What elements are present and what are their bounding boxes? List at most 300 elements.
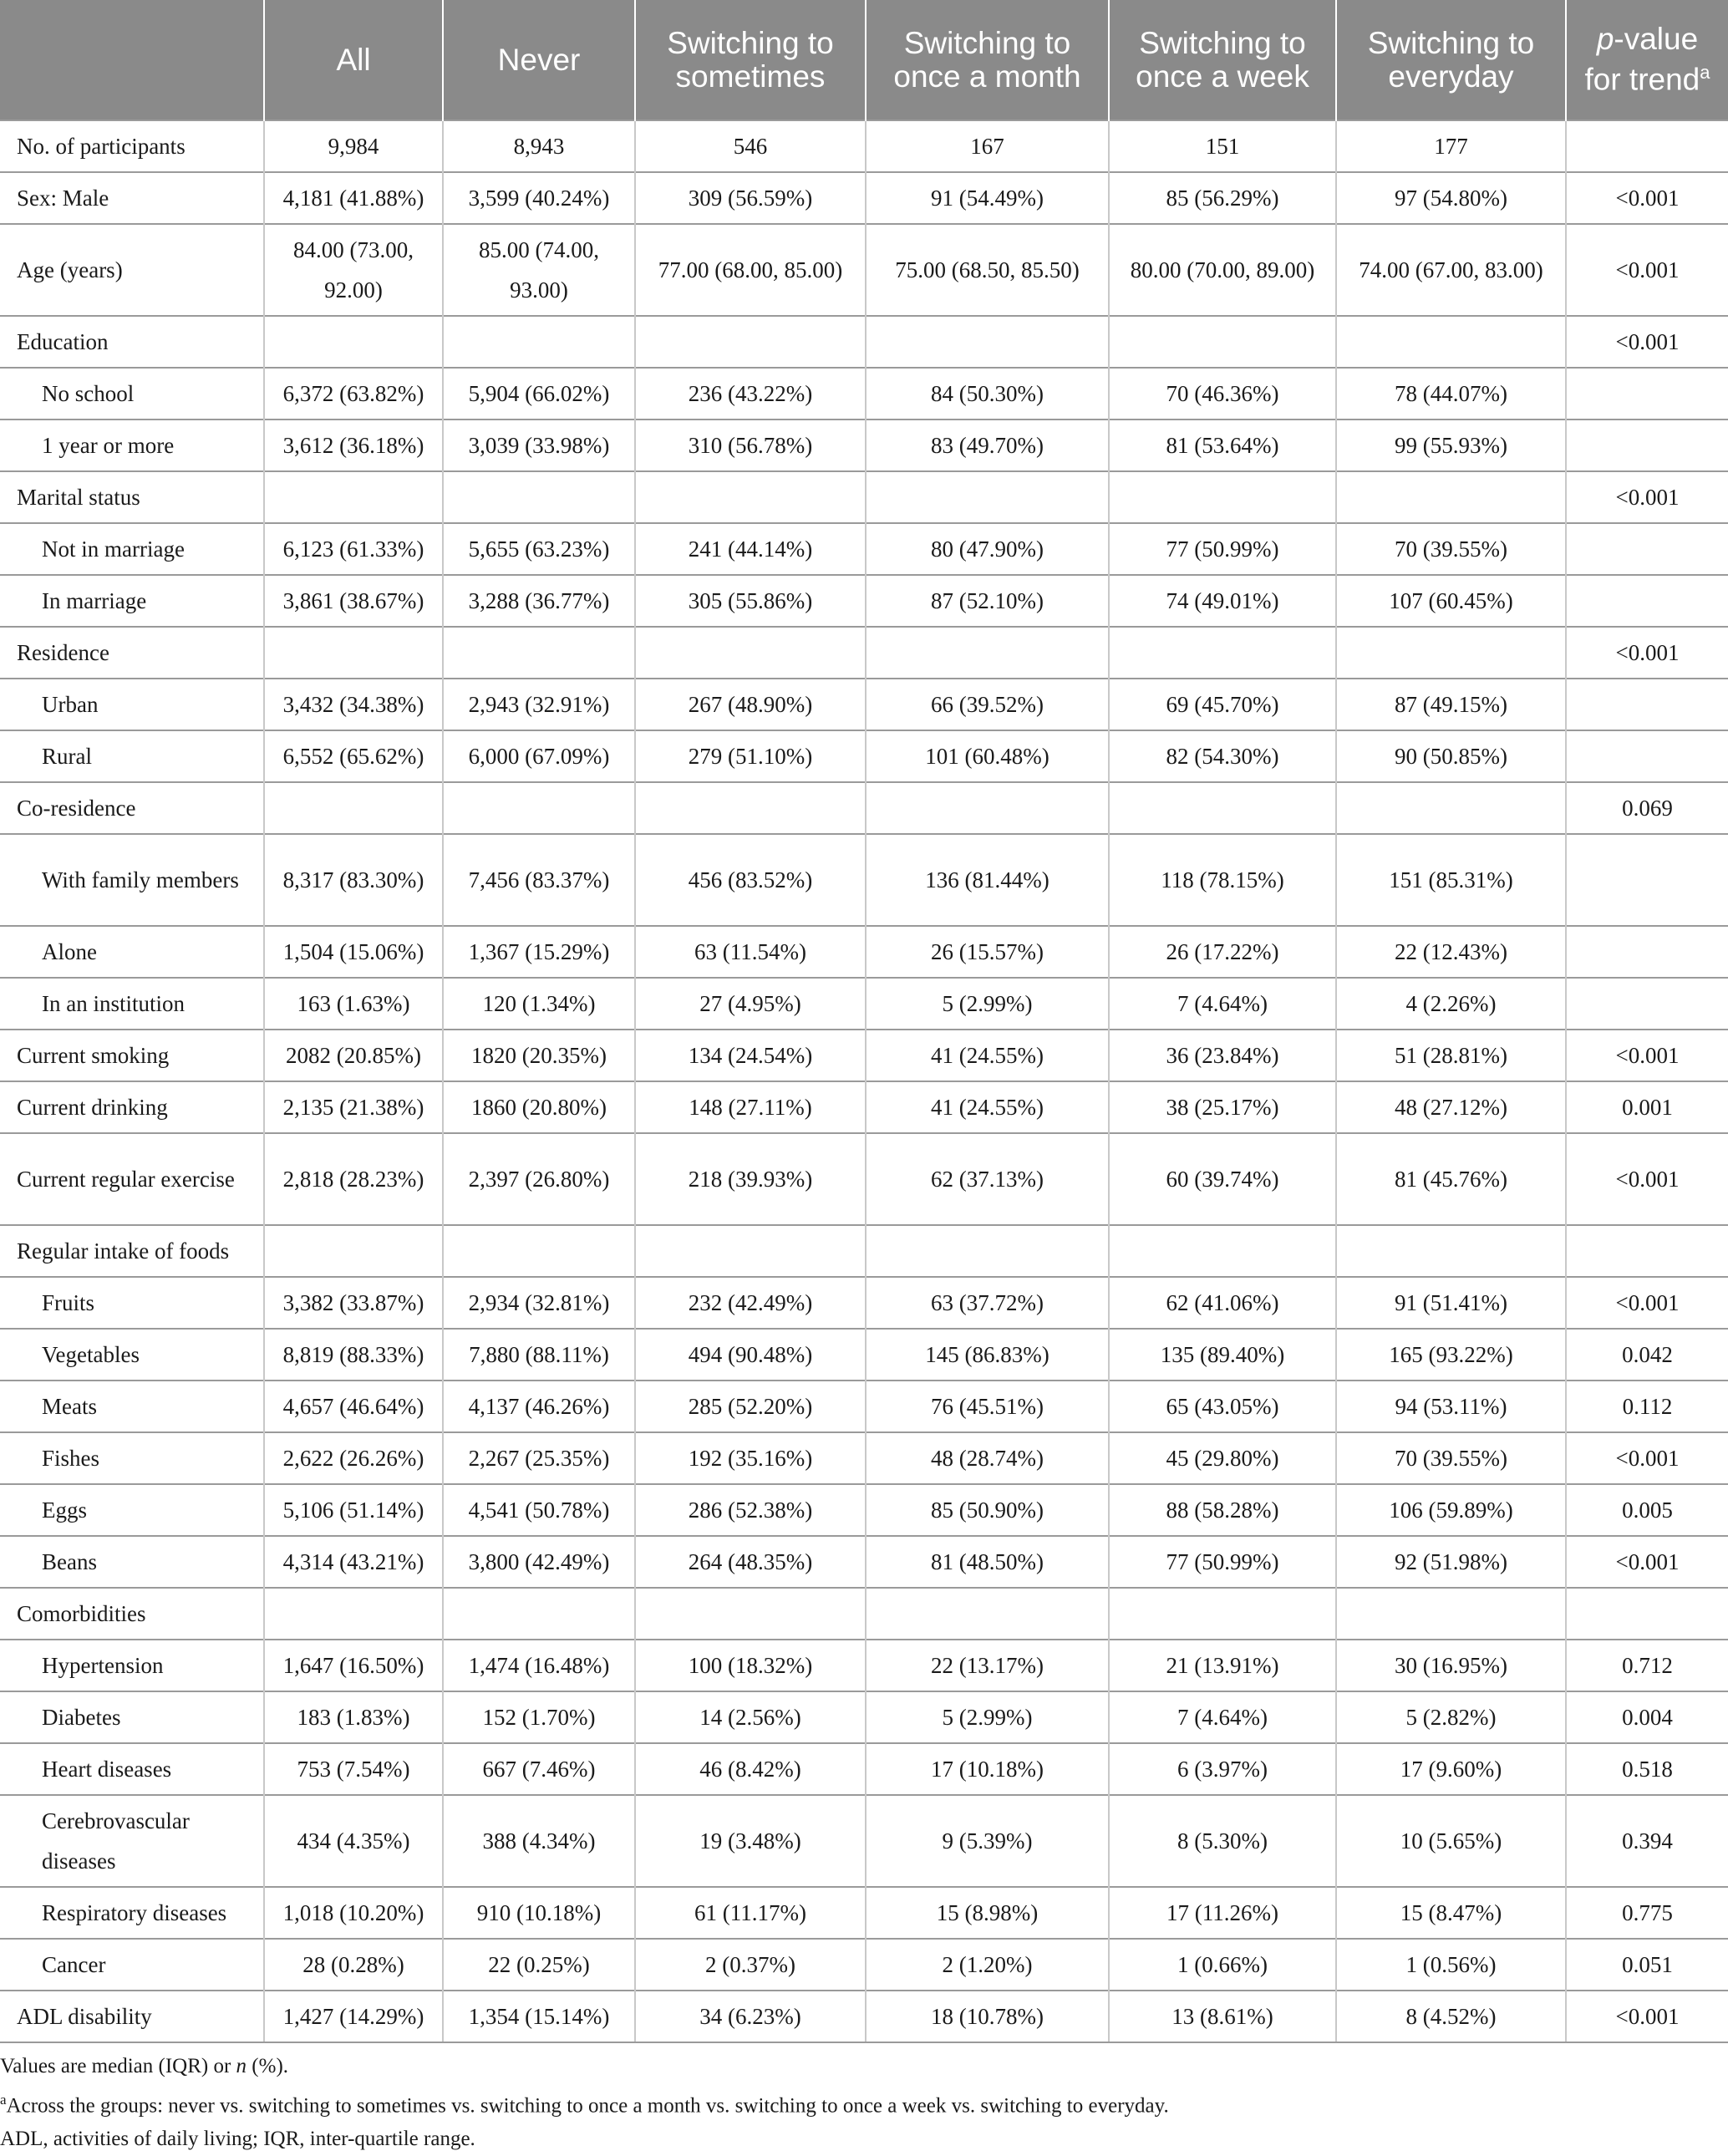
table-row [0, 1329, 1728, 1381]
table-row [0, 1484, 1728, 1536]
table-cell: 81 (48.50%) [866, 1536, 1109, 1588]
table-row [0, 1743, 1728, 1795]
table-cell: 310 (56.78%) [635, 420, 866, 471]
table-cell: 8,317 (83.30%) [264, 834, 443, 926]
table-cell: 4,541 (50.78%) [443, 1484, 635, 1536]
header-sometimes: Switching to sometimes [635, 0, 866, 120]
table-cell: 3,432 (34.38%) [264, 679, 443, 730]
table-cell [1109, 627, 1336, 679]
table-cell: 1,367 (15.29%) [443, 926, 635, 978]
table-cell: 4,314 (43.21%) [264, 1536, 443, 1588]
table-cell [866, 782, 1109, 834]
table-cell [866, 471, 1109, 523]
header-once-a-week: Switching to once a week [1109, 0, 1336, 120]
table-cell: 48 (27.12%) [1336, 1081, 1566, 1133]
table-cell [1336, 316, 1566, 368]
table-cell: 3,599 (40.24%) [443, 172, 635, 224]
table-cell: 101 (60.48%) [866, 730, 1109, 782]
p-value-cell: <0.001 [1566, 172, 1728, 224]
p-value-cell: 0.518 [1566, 1743, 1728, 1795]
table-cell: 76 (45.51%) [866, 1381, 1109, 1432]
table-cell [264, 627, 443, 679]
row-label: Current regular exercise [0, 1133, 264, 1225]
table-row [0, 1991, 1728, 2042]
table-cell: 28 (0.28%) [264, 1939, 443, 1991]
table-cell: 21 (13.91%) [1109, 1640, 1336, 1691]
table-cell: 77.00 (68.00, 85.00) [635, 224, 866, 316]
table-cell [1109, 471, 1336, 523]
row-label: With family members [0, 834, 264, 926]
row-label: Marital status [0, 471, 264, 523]
table-cell [1336, 782, 1566, 834]
table-cell: 99 (55.93%) [1336, 420, 1566, 471]
table-cell [1336, 627, 1566, 679]
table-cell: 7,456 (83.37%) [443, 834, 635, 926]
table-cell [264, 1225, 443, 1277]
table-row [0, 926, 1728, 978]
table-row [0, 1432, 1728, 1484]
table-cell: 267 (48.90%) [635, 679, 866, 730]
row-label: Cerebrovascular diseases [0, 1795, 264, 1887]
table-cell: 17 (11.26%) [1109, 1887, 1336, 1939]
table-cell: 91 (51.41%) [1336, 1277, 1566, 1329]
table-cell: 3,861 (38.67%) [264, 575, 443, 627]
table-cell: 19 (3.48%) [635, 1795, 866, 1887]
table-row [0, 1381, 1728, 1432]
row-label: Vegetables [0, 1329, 264, 1381]
table-cell [1109, 782, 1336, 834]
table-cell: 4,137 (46.26%) [443, 1381, 635, 1432]
footnote-a: $^a$Across the groups: never vs. switching to sometimes vs. switching to once a month vs. switching to once a week vs. switching to everyday. [0, 2092, 1169, 2118]
table-cell: 192 (35.16%) [635, 1432, 866, 1484]
table-cell: 94 (53.11%) [1336, 1381, 1566, 1432]
table-cell: 41 (24.55%) [866, 1030, 1109, 1081]
row-label: Current smoking [0, 1030, 264, 1081]
table-row [0, 368, 1728, 420]
table-cell: 2,397 (26.80%) [443, 1133, 635, 1225]
table-cell: 15 (8.47%) [1336, 1887, 1566, 1939]
table-cell: 151 [1109, 120, 1336, 172]
table-cell: 30 (16.95%) [1336, 1640, 1566, 1691]
table-cell [264, 782, 443, 834]
p-value-cell: <0.001 [1566, 316, 1728, 368]
table-row [0, 1640, 1728, 1691]
table-cell: 2,943 (32.91%) [443, 679, 635, 730]
p-value-cell: 0.069 [1566, 782, 1728, 834]
table-cell [443, 1225, 635, 1277]
table-cell: 100 (18.32%) [635, 1640, 866, 1691]
table-cell [1109, 316, 1336, 368]
table-cell [443, 471, 635, 523]
table-cell [635, 627, 866, 679]
row-label: 1 year or more [0, 420, 264, 471]
table-cell: 4,181 (41.88%) [264, 172, 443, 224]
table-row [0, 172, 1728, 224]
table-body [0, 120, 1728, 2042]
table-cell: 22 (13.17%) [866, 1640, 1109, 1691]
table-row [0, 1887, 1728, 1939]
p-value-cell: <0.001 [1566, 627, 1728, 679]
table-cell: 6,552 (65.62%) [264, 730, 443, 782]
p-value-cell: <0.001 [1566, 471, 1728, 523]
row-label: Eggs [0, 1484, 264, 1536]
table-row [0, 1536, 1728, 1588]
row-label: Age (years) [0, 224, 264, 316]
table-cell: 77 (50.99%) [1109, 1536, 1336, 1588]
table-row [0, 1081, 1728, 1133]
table-cell: 80.00 (70.00, 89.00) [1109, 224, 1336, 316]
row-label: Fruits [0, 1277, 264, 1329]
table-cell: 3,288 (36.77%) [443, 575, 635, 627]
p-value-cell [1566, 834, 1728, 926]
table-cell: 135 (89.40%) [1109, 1329, 1336, 1381]
table-cell: 69 (45.70%) [1109, 679, 1336, 730]
p-value-cell [1566, 575, 1728, 627]
table-cell: 84.00 (73.00, 92.00) [264, 224, 443, 316]
table-cell: 145 (86.83%) [866, 1329, 1109, 1381]
table-cell: 14 (2.56%) [635, 1691, 866, 1743]
row-label: Meats [0, 1381, 264, 1432]
table-cell: 41 (24.55%) [866, 1081, 1109, 1133]
row-label: No school [0, 368, 264, 420]
table-cell: 309 (56.59%) [635, 172, 866, 224]
table-cell: 48 (28.74%) [866, 1432, 1109, 1484]
table-row [0, 1030, 1728, 1081]
row-label: Cancer [0, 1939, 264, 1991]
table-cell: 388 (4.34%) [443, 1795, 635, 1887]
table-cell: 3,382 (33.87%) [264, 1277, 443, 1329]
table-cell: 22 (12.43%) [1336, 926, 1566, 978]
table-cell: 910 (10.18%) [443, 1887, 635, 1939]
table-cell: 8 (4.52%) [1336, 1991, 1566, 2042]
table-cell: 279 (51.10%) [635, 730, 866, 782]
row-label: Comorbidities [0, 1588, 264, 1640]
table-cell: 78 (44.07%) [1336, 368, 1566, 420]
table-cell: 232 (42.49%) [635, 1277, 866, 1329]
table-cell: 2,818 (28.23%) [264, 1133, 443, 1225]
table-cell: 97 (54.80%) [1336, 172, 1566, 224]
table-cell: 87 (49.15%) [1336, 679, 1566, 730]
table-cell: 60 (39.74%) [1109, 1133, 1336, 1225]
table-row [0, 420, 1728, 471]
table-cell: 91 (54.49%) [866, 172, 1109, 224]
table-cell: 3,039 (33.98%) [443, 420, 635, 471]
table-cell: 3,612 (36.18%) [264, 420, 443, 471]
table-cell: 85 (50.90%) [866, 1484, 1109, 1536]
table-cell: 5,106 (51.14%) [264, 1484, 443, 1536]
table-cell: 7 (4.64%) [1109, 978, 1336, 1030]
table-cell [443, 782, 635, 834]
table-cell: 118 (78.15%) [1109, 834, 1336, 926]
table-cell: 148 (27.11%) [635, 1081, 866, 1133]
table-cell: 74.00 (67.00, 83.00) [1336, 224, 1566, 316]
table-cell [866, 627, 1109, 679]
table-row [0, 471, 1728, 523]
table-cell: 61 (11.17%) [635, 1887, 866, 1939]
table-cell: 85.00 (74.00, 93.00) [443, 224, 635, 316]
table-cell: 88 (58.28%) [1109, 1484, 1336, 1536]
table-cell: 1,504 (15.06%) [264, 926, 443, 978]
table-cell: 6,000 (67.09%) [443, 730, 635, 782]
row-label: No. of participants [0, 120, 264, 172]
table-cell: 456 (83.52%) [635, 834, 866, 926]
table-row [0, 782, 1728, 834]
table-cell: 36 (23.84%) [1109, 1030, 1336, 1081]
table-cell: 6 (3.97%) [1109, 1743, 1336, 1795]
table-cell: 5,655 (63.23%) [443, 523, 635, 575]
table-cell: 1,427 (14.29%) [264, 1991, 443, 2042]
table-notes [0, 2043, 1728, 2156]
table-cell: 163 (1.63%) [264, 978, 443, 1030]
row-label: Education [0, 316, 264, 368]
table-cell: 2,934 (32.81%) [443, 1277, 635, 1329]
row-label: Not in marriage [0, 523, 264, 575]
table-cell: 92 (51.98%) [1336, 1536, 1566, 1588]
table-cell: 18 (10.78%) [866, 1991, 1109, 2042]
row-label: Hypertension [0, 1640, 264, 1691]
abbreviations-note: ADL, activities of daily living; IQR, inter-quartile range. [0, 2128, 475, 2151]
table-cell [264, 316, 443, 368]
p-value-cell: 0.051 [1566, 1939, 1728, 1991]
table-cell: 26 (17.22%) [1109, 926, 1336, 978]
table-row [0, 1277, 1728, 1329]
p-value-cell: <0.001 [1566, 1277, 1728, 1329]
p-value-cell: 0.042 [1566, 1329, 1728, 1381]
row-label: Current drinking [0, 1081, 264, 1133]
table-row [0, 1133, 1728, 1225]
table-cell: 136 (81.44%) [866, 834, 1109, 926]
table-cell: 2 (0.37%) [635, 1939, 866, 1991]
header-everyday: Switching to everyday [1336, 0, 1566, 120]
table-cell: 494 (90.48%) [635, 1329, 866, 1381]
table-cell: 17 (10.18%) [866, 1743, 1109, 1795]
table-cell: 107 (60.45%) [1336, 575, 1566, 627]
header-once-a-month: Switching to once a month [866, 0, 1109, 120]
table-cell: 87 (52.10%) [866, 575, 1109, 627]
table-row [0, 679, 1728, 730]
table-cell: 183 (1.83%) [264, 1691, 443, 1743]
table-cell [635, 316, 866, 368]
table-cell: 9,984 [264, 120, 443, 172]
table-cell: 134 (24.54%) [635, 1030, 866, 1081]
table-cell: 17 (9.60%) [1336, 1743, 1566, 1795]
table-row [0, 627, 1728, 679]
table-cell: 5 (2.99%) [866, 1691, 1109, 1743]
table-row [0, 834, 1728, 926]
table-cell: 1,018 (10.20%) [264, 1887, 443, 1939]
row-label: Co-residence [0, 782, 264, 834]
row-label: In an institution [0, 978, 264, 1030]
table-row [0, 1795, 1728, 1887]
table-cell: 236 (43.22%) [635, 368, 866, 420]
table-cell: 5,904 (66.02%) [443, 368, 635, 420]
table-cell: 84 (50.30%) [866, 368, 1109, 420]
table-cell [635, 1588, 866, 1640]
table-cell: 6,123 (61.33%) [264, 523, 443, 575]
p-value-cell: <0.001 [1566, 224, 1728, 316]
table-cell: 63 (11.54%) [635, 926, 866, 978]
table-cell: 264 (48.35%) [635, 1536, 866, 1588]
table-cell: 15 (8.98%) [866, 1887, 1109, 1939]
table-cell: 8 (5.30%) [1109, 1795, 1336, 1887]
p-value-cell: 0.005 [1566, 1484, 1728, 1536]
table-cell: 120 (1.34%) [443, 978, 635, 1030]
table-cell: 62 (37.13%) [866, 1133, 1109, 1225]
table-cell: 1,354 (15.14%) [443, 1991, 635, 2042]
p-value-cell [1566, 368, 1728, 420]
table-cell: 1860 (20.80%) [443, 1081, 635, 1133]
p-value-cell: 0.712 [1566, 1640, 1728, 1691]
table-cell: 81 (45.76%) [1336, 1133, 1566, 1225]
header-p-value [1566, 0, 1728, 120]
table-cell: 5 (2.82%) [1336, 1691, 1566, 1743]
table-cell: 22 (0.25%) [443, 1939, 635, 1991]
p-value-cell: <0.001 [1566, 1432, 1728, 1484]
header-row [0, 0, 1728, 120]
row-label: Diabetes [0, 1691, 264, 1743]
table-cell: 152 (1.70%) [443, 1691, 635, 1743]
table-cell: 62 (41.06%) [1109, 1277, 1336, 1329]
p-value-cell: <0.001 [1566, 1536, 1728, 1588]
table-cell: 26 (15.57%) [866, 926, 1109, 978]
table-cell [1109, 1225, 1336, 1277]
table-cell: 8,819 (88.33%) [264, 1329, 443, 1381]
p-value-cell [1566, 679, 1728, 730]
p-value-cell [1566, 523, 1728, 575]
table-cell: 6,372 (63.82%) [264, 368, 443, 420]
table-cell: 85 (56.29%) [1109, 172, 1336, 224]
table-cell: 82 (54.30%) [1109, 730, 1336, 782]
table-cell: 13 (8.61%) [1109, 1991, 1336, 2042]
p-value-cell [1566, 978, 1728, 1030]
p-value-cell: 0.775 [1566, 1887, 1728, 1939]
table-cell: 7,880 (88.11%) [443, 1329, 635, 1381]
table-cell: 1,647 (16.50%) [264, 1640, 443, 1691]
table-row [0, 316, 1728, 368]
row-label: Regular intake of foods [0, 1225, 264, 1277]
table-row [0, 1225, 1728, 1277]
table-cell [635, 782, 866, 834]
row-label: ADL disability [0, 1991, 264, 2042]
table-cell: 106 (59.89%) [1336, 1484, 1566, 1536]
row-label: Respiratory diseases [0, 1887, 264, 1939]
table-cell: 4 (2.26%) [1336, 978, 1566, 1030]
table-row [0, 523, 1728, 575]
row-label: Urban [0, 679, 264, 730]
table-cell: 10 (5.65%) [1336, 1795, 1566, 1887]
table-cell: 546 [635, 120, 866, 172]
table-cell: 2082 (20.85%) [264, 1030, 443, 1081]
row-label: Residence [0, 627, 264, 679]
table-cell: 5 (2.99%) [866, 978, 1109, 1030]
table-cell: 305 (55.86%) [635, 575, 866, 627]
table-cell: 167 [866, 120, 1109, 172]
table-cell: 241 (44.14%) [635, 523, 866, 575]
table-cell: 65 (43.05%) [1109, 1381, 1336, 1432]
table-cell: 3,800 (42.49%) [443, 1536, 635, 1588]
table-cell: 285 (52.20%) [635, 1381, 866, 1432]
table-row [0, 224, 1728, 316]
table-cell: 27 (4.95%) [635, 978, 866, 1030]
table-row [0, 1939, 1728, 1991]
table-cell [443, 627, 635, 679]
p-value-cell: <0.001 [1566, 1991, 1728, 2042]
table-row [0, 978, 1728, 1030]
table-cell: 81 (53.64%) [1109, 420, 1336, 471]
p-value-cell [1566, 120, 1728, 172]
table-cell: 46 (8.42%) [635, 1743, 866, 1795]
table-cell [866, 1225, 1109, 1277]
table-cell: 2,135 (21.38%) [264, 1081, 443, 1133]
p-value-cell: 0.001 [1566, 1081, 1728, 1133]
table-cell: 77 (50.99%) [1109, 523, 1336, 575]
p-value-rest: -value for trend [1584, 22, 1700, 97]
table-cell: 1,474 (16.48%) [443, 1640, 635, 1691]
table-cell: 90 (50.85%) [1336, 730, 1566, 782]
table-cell: 70 (39.55%) [1336, 523, 1566, 575]
row-label: Sex: Male [0, 172, 264, 224]
table-row [0, 1588, 1728, 1640]
row-label: Rural [0, 730, 264, 782]
table-cell: 4,657 (46.64%) [264, 1381, 443, 1432]
p-value-footnote-mark: a [1700, 62, 1710, 84]
row-label: Heart diseases [0, 1743, 264, 1795]
header-never: Never [443, 0, 635, 120]
table-cell [443, 1588, 635, 1640]
values-note: Values are median (IQR) or n (%). [0, 2055, 289, 2077]
table-cell [443, 316, 635, 368]
table-cell: 218 (39.93%) [635, 1133, 866, 1225]
table-cell: 51 (28.81%) [1336, 1030, 1566, 1081]
table-cell [264, 471, 443, 523]
table-cell: 66 (39.52%) [866, 679, 1109, 730]
table-cell: 753 (7.54%) [264, 1743, 443, 1795]
table-cell: 2 (1.20%) [866, 1939, 1109, 1991]
table-cell: 80 (47.90%) [866, 523, 1109, 575]
p-value-cell: 0.394 [1566, 1795, 1728, 1887]
table-cell: 70 (39.55%) [1336, 1432, 1566, 1484]
table-cell: 2,267 (25.35%) [443, 1432, 635, 1484]
table-cell [866, 1588, 1109, 1640]
table-cell: 8,943 [443, 120, 635, 172]
table-cell [635, 1225, 866, 1277]
table-cell: 74 (49.01%) [1109, 575, 1336, 627]
table-cell: 70 (46.36%) [1109, 368, 1336, 420]
p-value-cell [1566, 926, 1728, 978]
header-all: All [264, 0, 443, 120]
table-cell: 434 (4.35%) [264, 1795, 443, 1887]
table-cell: 75.00 (68.50, 85.50) [866, 224, 1109, 316]
table-cell: 667 (7.46%) [443, 1743, 635, 1795]
p-value-cell: <0.001 [1566, 1133, 1728, 1225]
row-label: Beans [0, 1536, 264, 1588]
table-cell: 165 (93.22%) [1336, 1329, 1566, 1381]
row-label: Fishes [0, 1432, 264, 1484]
table-cell: 34 (6.23%) [635, 1991, 866, 2042]
p-value-cell: 0.112 [1566, 1381, 1728, 1432]
p-value-cell [1566, 1588, 1728, 1640]
p-italic: p [1596, 22, 1614, 57]
table-cell: 7 (4.64%) [1109, 1691, 1336, 1743]
table-cell: 1820 (20.35%) [443, 1030, 635, 1081]
p-value-cell: <0.001 [1566, 1030, 1728, 1081]
p-value-cell: 0.004 [1566, 1691, 1728, 1743]
table-cell [1109, 1588, 1336, 1640]
p-value-cell [1566, 730, 1728, 782]
row-label: In marriage [0, 575, 264, 627]
header-label-col [0, 0, 264, 120]
table-cell [1336, 1225, 1566, 1277]
